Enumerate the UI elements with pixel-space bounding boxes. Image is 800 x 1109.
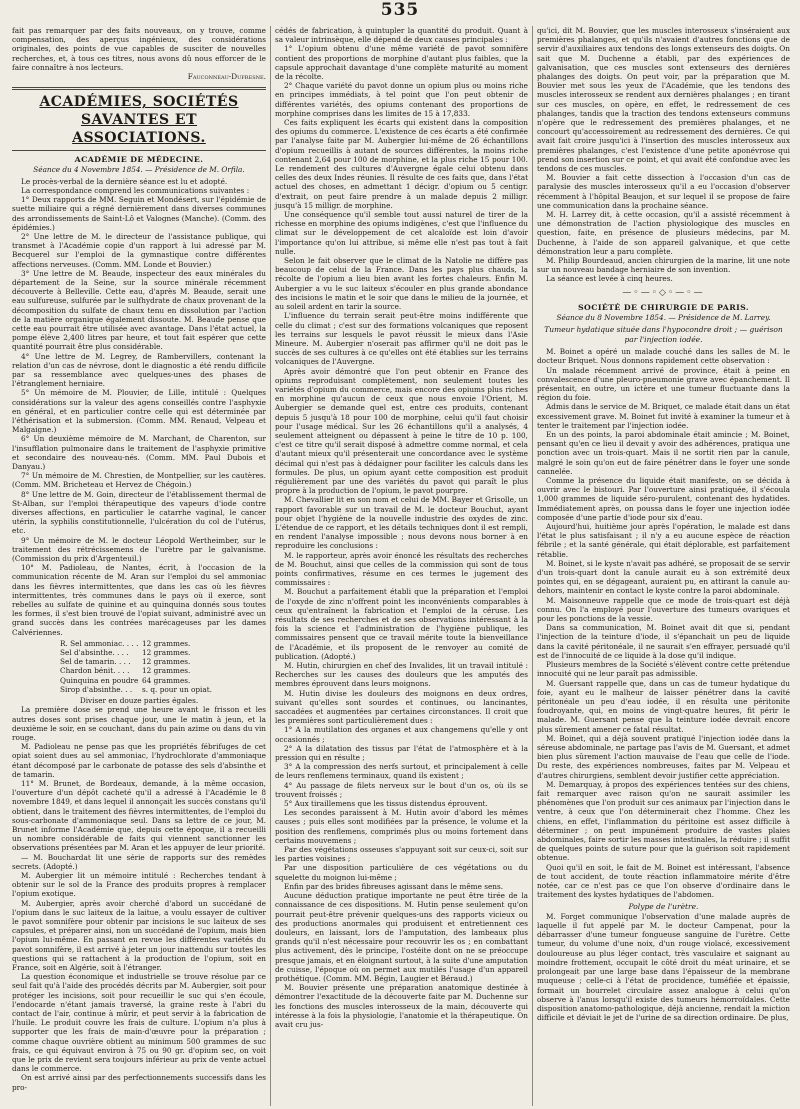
divider xyxy=(12,150,266,151)
recipe-dose: 12 grammes. xyxy=(142,638,191,648)
paragraph: La correspondance comprend les communications suivantes : xyxy=(21,185,250,195)
section-title: ACADÉMIES, SOCIÉTÉS SAVANTES ET ASSOCIATIONS. xyxy=(39,94,239,147)
paragraph: M. le rapporteur, après avoir énoncé les résultats des recherches de M. Bouchut, ainsi que celles de la commission qui sont de tous points confirmatives, résume en ces termes le jugement des commissaires : xyxy=(275,550,528,588)
section-subtitle: Polype de l'urètre. xyxy=(628,902,699,912)
society-title: SOCIÉTÉ DE CHIRURGIE DE PARIS. xyxy=(578,302,749,312)
recipe-row xyxy=(60,639,266,648)
paragraph: 11° M. Brunet, de Bordeaux, demande, à la même occasion, l'ouverture d'un dépôt cacheté qu'il a adressé à l'Académie le 8 novembre 1849, et dans lequel il annonçait les succès constans qu'il obtient, dans le traitement des fièvres intermittentes, de l'emploi du sous-carbonate d'ammoniaque seul. Dans sa lettre de ce jour, M. Brunet informe l'Académie que, depuis cette époque, il a recueilli un nombre considérable de faits qui viennent sanctionner les observations présentées par M. Aran et les appuyer de leur priorité. xyxy=(12,778,266,853)
paragraph: 2° Une lettre de M. le directeur de l'assistance publique, qui transmet à l'Académie copie d'un rapport à lui adressé par M. Becquerel sur l'emploi de la gymnastique contre différentes affections nerveuses. (Comm. MM. Londe et Bouvier.) xyxy=(12,231,266,269)
recipe-table xyxy=(60,639,266,694)
paragraph: 10° M. Padioleau, de Nantes, écrit, à l'occasion de la communication récente de M. Aran sur l'emploi du sel ammoniac dans les fièvres intermittentes, que dans les cas où les fièvres intermittentes, très communes dans le pays où il exerce, sont rebelles au sulfate de quinine et au quinquina donnés sous toutes les formes, il s'est bien trouvé de l'opiat suivant, administré avec un grand succès dans les contrées marécageuses par les dames Calvériennes. xyxy=(12,563,266,637)
divider xyxy=(12,87,266,90)
paragraph: M. Padioleau ne pense pas que les propriétés fébrifuges de cet opiat soient dues au sel ammoniac, l'hydrochlorate d'ammoniaque étant décomposé par le carbonate de potasse des sels d'absinthe et de tamarin. xyxy=(12,742,266,779)
paragraph: 8° Une lettre de M. Goin, directeur de l'établissement thermal de St-Alban, sur l'emploi thérapeutique des vapeurs d'iode contre diverses affections, en particulier le catarrhe vaginal, le cancer utérin, la syphilis constitutionnelle, l'ulcération du col de l'utérus, etc. xyxy=(12,489,266,536)
paragraph: M. Bouchut a parfaitement établi que la préparation et l'emploi de l'oxyde de zinc n'offrent point les inconvénients comparables à ceux qu'entraînent la fabrication et l'emploi de la céruse. Les résultats de ses recherches et de ses observations intéressant à la fois la science et l'administration de l'hygiène publique, les commissaires pensent que ce travail mérite toute la bienveillance de l'Académie, et ils proposent de le renvoyer au comité de publication. (Adopté.) xyxy=(275,587,528,661)
paragraph: 4° Une lettre de M. Legrey, de Rambervillers, contenant la relation d'un cas de névrose, dont le diagnostic a été rendu difficile par sa ressemblance avec quelques-unes des phases de l'étranglement herniaire. xyxy=(12,351,266,389)
page-number: 535 xyxy=(380,0,420,20)
paragraph: 1° L'opium obtenu d'une même variété de pavot somnifère contient des proportions de morphine d'autant plus faibles, que la capsule approchait davantage d'une complète maturité au moment de la récolte. xyxy=(275,44,528,82)
recipe-ingredient: Quinquina en poudre xyxy=(60,675,139,685)
paragraph: M. Bouvier a fait cette dissection à l'occasion d'un cas de paralysie des muscles interosseux qu'il a eu l'occasion d'observer récemment à l'hôpital Beaujon, et sur lequel il se propose de faire une communication dans la prochaine séance. xyxy=(537,173,790,210)
paragraph: La question économique et industrielle se trouve résolue par ce seul fait qu'à l'aide des procédés décrits par M. Aubergier, soit pour protéger les incisions, soit pour recueillir le suc qui s'en écoule, l'endocarde n'étant jamais traversé, la graine reste à l'abri du contact de l'air, continue à mûrir, et peut servir à la fabrication de l'huile. Le produit couvre les frais de culture. L'opium n'a plus à supporter que les frais de main-d'œuvre pour la préparation ; comme chaque ouvrière obtient au minimum 500 grammes de suc frais, ce qui équivaut environ à 75 ou 90 gr. d'opium sec, on voit que le prix de revient sera toujours inférieur au prix de vente actuel dans le commerce. xyxy=(12,972,266,1074)
paragraph: 1° A la mutilation des organes et aux changemens qu'elle y ont occasionnés ; xyxy=(275,725,528,744)
recipe-ingredient: Sel de tamarin. . . . xyxy=(60,657,131,667)
paragraph: — M. Bouchardat lit une série de rapports sur des remèdes secrets. (Adopté.) xyxy=(12,852,266,871)
recipe-row xyxy=(60,657,266,666)
paragraph: 9° Un mémoire de M. le docteur Léopold Wertheimber, sur le traitement des rétrécissemens de l'urètre par le galvanisme. (Commission du prix d'Argenteuil.) xyxy=(12,535,266,564)
paragraph: 2° A la dilatation des tissus par l'état de l'atmosphère et à la pression qui en résulte ; xyxy=(275,743,528,763)
paragraph: M. Boinet a opéré un malade couché dans les salles de M. le docteur Briquet. Nous donnons rapidement cette observation : xyxy=(537,347,790,366)
case-title: Tumeur hydatique située dans l'hypocondre droit ; — guérison par l'injection iodée. xyxy=(544,325,783,344)
column-middle xyxy=(270,26,532,1106)
paragraph: M. Chevallier lit en son nom et celui de MM. Bayer et Grisolle, un rapport favorable sur un travail de M. le docteur Bouchut, ayant pour objet l'hygiène de la nouvelle industrie des oxydes de zinc. L'étendue de ce rapport, et les détails techniques dont il est rempli, en rendent l'analyse impossible ; nous devons nous borner à en reproduire les conclusions : xyxy=(275,495,528,551)
paragraph: M. Bouvier présente une préparation anatomique destinée à démontrer l'exactitude de la découverte faite par M. Duchenne sur les fonctions des muscles interosseux de la main, découverte qui intéresse à la fois la physiologie, l'anatomie et la thérapeutique. On avait cru jus- xyxy=(275,983,528,1029)
paragraph: Enfin par des brides fibreuses agissant dans le même sens. xyxy=(284,881,504,891)
paragraph: La première dose se prend une heure avant le frisson et les autres doses sont prises chaque jour, une le matin à jeun, et la deuxième le soir, en se couchant, dans du pain azime ou dans du vin rouge. xyxy=(12,705,266,742)
paragraph: 4° Au passage de filets nerveux sur le bout d'un os, où ils se trouvent froissés ; xyxy=(275,780,528,799)
paragraph: Aujourd'hui, huitième jour après l'opération, le malade est dans l'état le plus satisfaisant ; il n'y a eu aucune espèce de réaction fébrile ; et la santé générale, qui était déplorable, est parfaitement rétablie. xyxy=(537,522,790,559)
recipe-dose: s. q. pour un opiat. xyxy=(142,684,212,694)
paragraph: M. Aubergier, après avoir cherché d'abord un succédané de l'opium dans le suc laiteux de la laitue, a voulu essayer de cultiver le pavot somnifère pour obtenir par incisions le suc laiteux de ses capsules, et préparer ainsi, non un succédané de l'opium, mais bien l'opium lui-même. En passant en revue les différentes variétés du pavot somnifère, il est arrivé à jeter un jour inattendu sur toutes les questions qui se rattachent à la production de l'opium, soit en France, soit en Algérie, soit à l'étranger. xyxy=(12,898,266,972)
recipe-ingredient: R. Sel ammoniac. . . . xyxy=(60,638,139,648)
paragraph: M. Boinet, qui a déjà souvent pratiqué l'injection iodée dans la séreuse abdominale, ne partage pas l'avis de M. Guersant, et admet bien plus sûrement l'action mauvaise de l'eau que celle de l'iode. Du reste, des expériences nombreuses, faites par M. Velpeau et d'autres chirurgiens, semblent devoir justifier cette appréciation. xyxy=(537,733,790,780)
paragraph: 5° Aux tiraillemens que les tissus distendus éprouvent. xyxy=(284,799,488,809)
paragraph: Une conséquence qu'il semble tout aussi naturel de tirer de la richesse en morphine des opiums indigènes, c'est que l'influence du climat sur le développement de cet alcaloïde est loin d'avoir l'importance qu'on lui attribue, si même elle n'est pas tout à fait nulle. xyxy=(275,210,528,256)
paragraph: M. Aubergier lit un mémoire intitulé : Recherches tendant à obtenir sur le sol de la France des produits propres à remplacer l'opium exotique. xyxy=(12,870,266,899)
paragraph: Après avoir démontré que l'on peut obtenir en France des opiums reproduisant complètement, non seulement toutes les variétés d'opium du commerce, mais encore des opiums plus riches en morphine qu'aucun de ceux que nous envoie l'Orient, M. Aubergier se demande quel est, entre ces produits, contenant depuis 5 jusqu'à 18 pour 100 de morphine, celui qu'il faut choisir pour l'usage médical. Sur les 26 échantillons qu'il a analysés, 4 seulement atteignent ou dépassent à peine le titre de 10 p. 100, c'est ce titre qu'il serait disposé à admettre comme normal, et cela d'autant mieux qu'il présenterait une concordance avec le système décimal qui n'est pas à dédaigner pour faciliter les calculs dans les formules. De plus, un opium ayant cette composition est produit régulièrement par une des variétés du pavot qui paraît le plus propre à la production de l'opium, le pavot pourpre. xyxy=(275,366,528,496)
paragraph: Aucune déduction pratique importante ne peut être tirée de la connaissance de ces dispositions. M. Hutin pense seulement qu'on pourrait peut-être prévenir quelques-uns des rapports vicieux ou des productions anormales qui produisent et entretiennent ces douleurs, en laissant, lors de l'amputation, des lambeaux plus grands qu'il n'est nécessaire pour recouvrir les os ; en combattant plus activement, dès le principe, l'ostéite dont on ne se préoccupe presque jamais, et en éloignant surtout, à la suite d'une amputation de cuisse, l'époque où on permet aux mutilés l'usage d'un appareil prothétique. (Comm. MM. Bégin, Laugier et Béraud.) xyxy=(275,891,528,983)
paragraph: M. Hutin, chirurgien en chef des Invalides, lit un travail intitulé : Recherches sur les causes des douleurs que les amputés des membres éprouvent dans leurs moignons. xyxy=(275,661,528,689)
recipe-row xyxy=(60,648,266,657)
seance-line: Séance du 4 Novembre 1854. — Présidence de M. Orfila. xyxy=(33,165,245,175)
paragraph: 6° Un deuxième mémoire de M. Marchant, de Charenton, sur l'insufflation pulmonaire dans le traitement de l'asphyxie primitive et secondaire des nouveau-nés. (Comm. MM. Paul Dubois et Danyau.) xyxy=(12,434,266,472)
paragraph: 3° A la compression des nerfs surtout, et principalement à celle de leurs renflemens terminaux, quand ils existent ; xyxy=(275,762,528,781)
recipe-dose: 12 grammes. xyxy=(142,666,191,676)
paragraph: On est arrivé ainsi par des perfectionnements successifs dans les pro- xyxy=(12,1073,266,1092)
paragraph: M. Maisonneuve rappelle que ce mode de trois-quart est déjà connu. On l'a employé pour l'ouverture des tumeurs ovariques et pour les ponctions de la vessie. xyxy=(537,595,790,624)
paragraph: Quoi qu'il en soit, le fait de M. Boinet est intéressant, l'absence de tout accident, de toute réaction inflammatoire mérite d'être notée, car ce n'est pas ce que l'on observe d'ordinaire dans le traitement des kystes hydatiques de l'abdomen. xyxy=(537,862,790,900)
paragraph: Dans sa communication, M. Boinet avait dit que si, pendant l'injection de la teinture d'iode, il s'épanchait un peu de liquide dans la cavité péritonéale, il ne saurait s'en effrayer, persuadé qu'il est de l'innocuité de ce liquide à la dose qu'il indique. xyxy=(537,623,790,660)
paragraph: M. Guersant rappelle que, dans un cas de tumeur hydatique du foie, ayant eu le malheur de laisser pénétrer dans la cavité péritonéale un peu d'eau iodée, il en résulta une péritonite foudroyante, qui, en moins de vingt-quatre heures, fit périr le malade. M. Guersant pense que la teinture iodée devrait encore plus sûrement amener ce fatal résultat. xyxy=(537,678,790,734)
column-right xyxy=(532,26,794,1106)
paragraph: 3° Une lettre de M. Beaude, inspecteur des eaux minérales du département de la Seine, sur la source minérale récemment découverte à Belleville. Cette eau, d'après M. Beaude, serait une eau sulfureuse, sulfurée par le sulfhydrate de chaux provenant de la décomposition du sulfate de chaux tenu en dissolution par l'action de la matière organique également dissoute. M. Beaude pense que cette eau pourrait être utilisée avec avantage. Dans l'état actuel, la pompe élève 2,400 litres par heure, et tout fait espérer que cette quantité pourrait être plus considérable. xyxy=(12,268,266,352)
paragraph: Selon le fait observer que le climat de la Natolie ne diffère pas beaucoup de celui de la France. Dans les pays plus chauds, la récolte de l'opium a lieu bien avant les fortes chaleurs. Enfin M. Aubergier a vu le suc laiteux s'écouler en plus grande abondance des incisions le matin et le soir que dans le milieu de la journée, et au soleil ardent en tarir la source. xyxy=(275,256,528,312)
author-signature: Fauconneau-Dufresne. xyxy=(187,72,266,82)
paragraph: M. Demarquay, à propos des expériences tentées sur des chiens, fait remarquer avec raison qu'on ne saurait assimiler les phénomènes que l'on produit sur ces animaux par l'injection dans le ventre, à ceux que l'on déterminerait chez l'homme. Chez les chiens, en effet, l'inflammation du péritoine est assez difficile à déterminer ; on peut impunément produire de vastes plaies abdominales, faire sortir les masses intestinales, la réduire ; il suffit de quelques points de suture pour que la guérison soit rapidement obtenue. xyxy=(537,779,790,863)
paragraph: La séance est levée à cinq heures. xyxy=(546,274,673,284)
paragraph: M. Hutin divise les douleurs des moignons en deux ordres, suivant qu'elles sont sourdes et continues, ou lancinantes, saccadées et augmentées par certaines circonstances. Il croit que les premières sont particulièrement dues : xyxy=(275,688,528,726)
ornament-divider: —◦—◦◇◦—◦— xyxy=(622,287,705,298)
column-left xyxy=(8,26,270,1106)
paragraph: Comme la présence du liquide était manifeste, on se décida à ouvrir avec le bistouri. Par l'ouverture ainsi pratiquée, il s'écoula 1,000 grammes de liquide séro-purulent, contenant des hydatides. Immédiatement après, on poussa dans le foyer une injection iodée composée d'une partie d'iode pour six d'eau. xyxy=(537,476,790,522)
paragraph: 2° Chaque variété du pavot donne un opium plus ou moins riche en principes immédiats, à tel point que l'on peut obtenir de différentes variétés, des opiums contenant des proportions de morphine comprises dans les limites de 15 à 17,833. xyxy=(275,81,528,118)
paragraph: Le procès-verbal de la dernière séance est lu et adopté. xyxy=(21,176,228,186)
paragraph: L'influence du terrain serait peut-être moins indifférente que celle du climat ; c'est sur des formations volcaniques que reposent les terrains sur lesquels le pavot réussit le mieux dans l'Asie Mineure. M. Aubergier n'oserait pas affirmer qu'il ne doit pas le succès de ses cultures à ce qu'elles ont été établies sur les terrains volcaniques de l'Auvergne. xyxy=(275,311,528,367)
recipe-ingredient: Sirop d'absinthe. . . xyxy=(60,684,133,694)
paragraph: M. Philip Bourdeaud, ancien chirurgien de la marine, lit une note sur un nouveau bandage herniaire de son invention. xyxy=(537,256,790,275)
paragraph: M. Boinet, si le kyste n'avait pas adhéré, se proposait de se servir d'un trois-quart dont la canule aurait eu à son extrémité deux pointes qui, en se dégageant, auraient pu, en attirant la canule au-dehors, maintenir en contact le kyste contre la paroi abdominale. xyxy=(537,558,790,596)
paragraph: M. Forget communique l'observation d'une malade auprès de laquelle il fut appelé par M. le docteur Campenat, pour la débarrasser d'une tumeur fongueuse sanguine de l'urètre. Cette tumeur, du volume d'une noix, d'un rouge violacé, excessivement douloureuse au plus léger contact, très vasculaire et saignant au moindre frottement, occupait le côté droit du méat urinaire, et se prolongeait par une large base dans l'épaisseur de la membrane muqueuse ; celle-ci à l'état de procidence, tuméfiée et épaissie, formait un bourrelet circulaire assez analogue à celui qu'on observe à l'anus lorsqu'il existe des tumeurs hémorroïdales. Cette disposition anatomo-pathologique, déjà ancienne, rendait la miction difficile et déviait le jet de l'urine de sa direction ordinaire. De plus, xyxy=(537,911,790,1023)
recipe-row xyxy=(60,685,266,694)
paragraph: Ces faits expliquent les écarts qui existent dans la composition des opiums du commerce. L'existence de ces écarts a été confirmée par l'analyse faite par M. Aubergier lui-même de 26 échantillons d'opium recueillis à autant de sources différentes, la moins riche contenant 2,64 pour 100 de morphine, et la plus riche 15 pour 100. Le rendement des cultures d'Auvergne égale celui obtenu dans celles des deux Indes réunies. Il résulte de ces faits que, dans l'état actuel des choses, en admettant 1 décigr. d'opium ou 5 centigr. d'extrait, on peut faire prendre à un malade depuis 2 milligr. jusqu'à 15 milligr. de morphine. xyxy=(275,118,528,210)
paragraph: Admis dans le service de M. Briquet, ce malade était dans un état excessivement grave. M. Boinet fut invité à examiner la tumeur et à tenter le traitement par l'injection iodée. xyxy=(537,402,790,430)
paragraph: Un malade récemment arrivé de province, était à peine en convalescence d'une pleuro-pneumonie grave avec épanchement. Il présentait, en outre, un ictère et une tumeur fluctuante dans la région du foie. xyxy=(537,365,790,403)
recipe-row xyxy=(60,676,266,685)
paragraph: Par des végétations osseuses s'appuyant soit sur ceux-ci, soit sur les parties voisines ; xyxy=(275,845,528,864)
recipe-dose: 12 grammes. xyxy=(142,648,191,658)
seance-line: Séance du 8 Novembre 1854. — Présidence de M. Larrey. xyxy=(556,312,771,322)
paragraph: M. H. Larrey dit, à cette occasion, qu'il a assisté récemment à une démonstration de l'action physiologique des muscles en question, faite, en présence de plusieurs médecins, par M. Duchenne, à l'aide de son appareil galvanique, et que cette démonstration leur a paru complète. xyxy=(537,210,790,256)
paragraph: cédés de fabrication, à quintupler la quantité du produit. Quant à sa valeur intrinsèque, elle dépend de deux causes principales : xyxy=(275,26,528,45)
paragraph: 1° Deux rapports de MM. Seguin et Mondésert, sur l'épidémie de suette miliaire qui a régné dernièrement dans diverses communes des arrondissements de Saint-Lô et Valognes (Manche). (Comm. des épidémies.) xyxy=(12,195,266,232)
paragraph: 7° Un mémoire de M. Chrestien, de Montpellier, sur les cautères. (Comm. MM. Bricheteau et Hervez de Chégoin.) xyxy=(12,471,266,490)
recipe-note: Diviser en douze parties égales. xyxy=(79,696,199,706)
recipe-ingredient: Sel d'absinthe. . . . xyxy=(60,648,129,658)
columns xyxy=(8,26,794,1106)
paragraph: 5° Un mémoire de M. Plouvier, de Lille, intitulé : Quelques considérations sur la valeur des agens conseillés contre l'asphyxie en général, et en particulier contre celle qui est déterminée par l'éthérisation et la submersion. (Comm. MM. Renaud, Velpeau et Malgaigne.) xyxy=(12,388,266,435)
paragraph: qu'ici, dit M. Bouvier, que les muscles interosseux s'inséraient aux premières phalanges, et qu'ils n'avaient d'autres fonctions que de servir d'auxiliaires aux tendons des longs extenseurs des doigts. On sait que M. Duchenne a établi, par des expériences de galvanisation, que ces muscles sont extenseurs des dernières phalanges des doigts. On peut voir, par la préparation que M. Bouvier met sous les yeux de l'Académie, que les tendons des muscles interosseux se rendent aux dernières phalanges ; en tirant sur ces muscles, on opère, en effet, le redressement de ces phalanges, tandis que la traction des tendons extenseurs communs n'opère que le redressement des premières phalanges, et ne concourt qu'accessoirement au redressement des dernières. Ce qui avait fait croire jusqu'ici à l'insertion des muscles interosseux aux premières phalanges, c'est l'existence d'une petite aponévrose qui prend son insertion sur ce point, et qui avait été confondue avec les tendons de ces muscles. xyxy=(537,26,790,174)
academy-title: ACADÉMIE DE MÉDECINE. xyxy=(74,155,204,165)
paragraph: Les secondes paraissent à M. Hutin avoir d'abord les mêmes causes ; puis elles sont modifiées par la présence, le volume et la position des renflemens, comprimés plus ou moins fortement dans certains mouvemens ; xyxy=(275,808,528,845)
intro-paragraph: fait pas remarquer par des faits nouveaux, on y trouve, comme compensation, des aperçus ingénieux, des considérations originales, des points de vue capables de susciter de nouvelles recherches, et, à tous ces titres, nous avons dû nous efforcer de le faire connaître à nos lecteurs. xyxy=(12,26,266,72)
recipe-ingredient: Chardon bénit. . . . xyxy=(60,666,130,676)
recipe-row xyxy=(60,666,266,675)
paragraph: En un des points, la paroi abdominale était amincie ; M. Boinet, pensant qu'en ce lieu il devait y avoir des adhérences, pratiqua une ponction avec un trois-quart. Mais il ne sortit rien par la canule, malgré le soin qu'on eut de faire pénétrer dans le foyer une sonde cannelée. xyxy=(537,430,790,476)
recipe-dose: 64 grammes. xyxy=(142,675,191,685)
paragraph: Par une disposition particulière de ces végétations ou du squelette du moignon lui-même ; xyxy=(275,863,528,882)
recipe-dose: 12 grammes. xyxy=(142,657,191,667)
paragraph: Plusieurs membres de la Société s'élèvent contre cette prétendue innocuité qui ne leur paraît pas admissible. xyxy=(537,660,790,679)
